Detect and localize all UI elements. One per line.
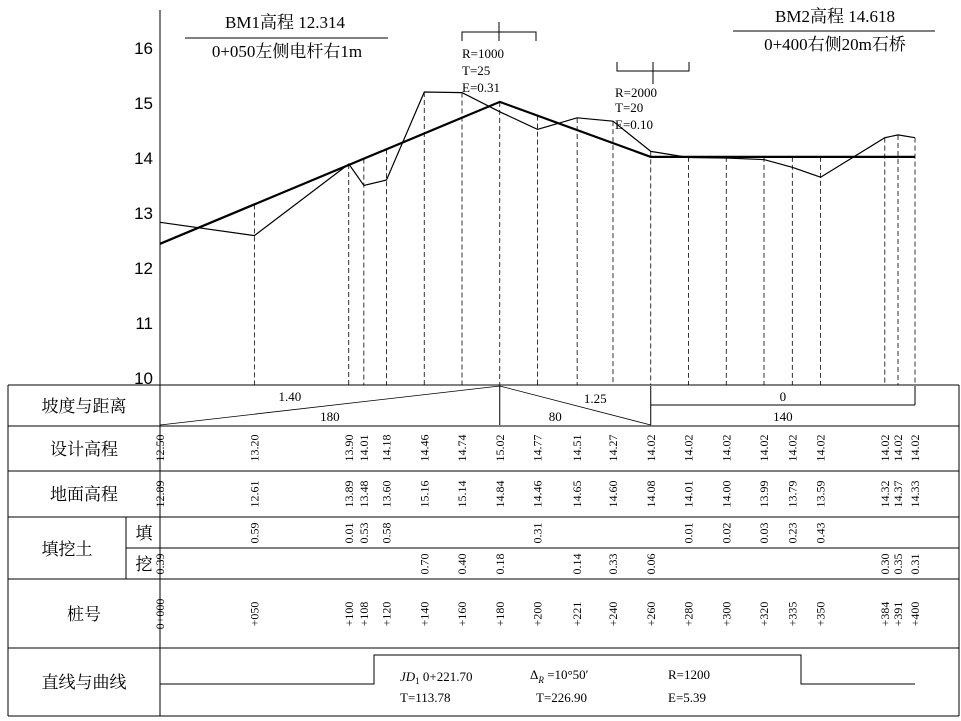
vcurve2-e: E=0.10 [615,117,654,132]
ground-elevation-value: 12.89 [153,480,167,508]
ground-elevation-value: 14.84 [492,480,507,508]
station-label: +350 [813,601,828,627]
design-elevation-value: 14.02 [681,434,696,462]
design-elevation-value: 14.02 [908,434,922,462]
station-label: +221 [570,601,585,627]
row-label-station: 桩号 [67,605,101,625]
slope-segment [500,386,651,425]
cut-value: 0.40 [455,553,469,575]
station-label: +120 [379,601,394,627]
design-elevation-value: 15.02 [492,434,507,462]
design-elevation-value: 14.51 [570,434,585,462]
y-tick-label: 15 [134,94,153,113]
delta-label: $\Delta_R =10^\circ 50'$ [530,667,589,685]
fill-value: 0.02 [719,522,734,544]
bm2-title: BM2高程 14.618 [775,7,895,26]
bm1-title: BM1高程 12.314 [225,13,345,32]
design-elevation-value: 14.02 [877,434,892,462]
design-elevation-value: 14.77 [530,434,545,462]
station-label: +240 [606,601,620,627]
station-label: +320 [757,601,771,627]
vcurve2-t: T=20 [615,100,644,115]
ground-elevation-value: 12.61 [247,480,262,508]
fill-value: 0.58 [379,522,394,544]
slope-length: 80 [548,409,562,424]
y-tick-label: 12 [134,259,153,278]
row-label-fill: 填 [135,524,153,544]
alignment-row [160,655,915,705]
ground-elevation-value: 14.01 [681,480,696,508]
slope-grade: 0 [779,389,787,404]
station-label: +384 [877,601,892,627]
design-elevation-value: 14.46 [417,434,432,462]
design-elevation-value: 14.01 [356,434,371,462]
cut-value: 0.06 [643,553,658,575]
y-tick-label: 10 [134,369,153,388]
row-label-design: 设计高程 [50,440,118,460]
y-tick-label: 16 [134,39,153,58]
fill-value: 0.43 [813,522,828,544]
vcurve1-e: E=0.31 [462,80,501,95]
design-elevation-value: 14.02 [891,434,905,462]
y-tick-label: 11 [135,314,153,333]
curve-tangent: T=113.78 [400,690,451,705]
slope-grade: 1.40 [278,389,302,404]
cut-value: 0.30 [877,553,892,575]
row-label-cut: 挖 [135,555,153,575]
design-elevation-value: 14.02 [643,434,658,462]
fill-value: 0.01 [681,522,696,544]
y-tick-label: 13 [134,204,153,223]
fill-value: 0.01 [341,522,356,544]
ground-elevation-value: 13.48 [356,480,371,508]
row-label-cutfill: 填挖土 [41,540,93,560]
station-label: +140 [417,601,432,627]
row-label-alignment: 直线与曲线 [41,673,127,693]
ground-elevation-value: 14.00 [719,480,734,508]
ground-elevation-value: 14.33 [908,480,922,508]
ground-elevation-value: 14.65 [570,480,585,508]
cut-value: 0.39 [153,553,167,575]
vcurve1-r: R=1000 [462,46,505,61]
slope-segment [160,386,500,425]
cut-value: 0.33 [606,553,620,575]
cut-value: 0.35 [891,553,905,575]
slope-row [160,386,915,425]
y-tick-label: 14 [134,149,153,168]
row-label-ground: 地面高程 [50,485,118,505]
station-label: 0+000 [153,598,167,630]
y-axis [134,10,160,388]
station-label: +400 [908,601,922,627]
ground-elevation-value: 14.60 [606,480,620,508]
station-label: +160 [455,601,469,627]
bm2-location: 0+400右侧20m石桥 [764,35,906,54]
cut-value: 0.31 [908,553,922,575]
design-elevation-value: 13.90 [341,434,356,462]
cut-value: 0.18 [492,553,507,575]
cut-value: 0.14 [570,553,585,575]
vcurve2-r: R=2000 [615,85,658,100]
curve-external: E=5.39 [668,690,707,705]
bm2-annotation [733,7,935,54]
fill-value: 0.59 [247,522,262,544]
ground-elevation-value: 13.99 [757,480,771,508]
slope-length: 140 [773,409,793,424]
design-elevation-value: 14.02 [719,434,734,462]
station-label: +280 [681,601,696,627]
design-elevation-value: 14.02 [757,434,771,462]
ground-elevation-value: 15.16 [417,480,432,508]
station-label: +050 [247,601,262,627]
ground-elevation-value: 14.37 [891,480,905,508]
slope-segment [651,386,915,425]
station-label: +180 [492,601,507,627]
station-label: +260 [643,601,658,627]
station-label: +108 [356,601,371,627]
station-label: +391 [891,601,905,627]
ground-elevation-value: 13.79 [785,480,800,508]
design-elevation-value: 12.50 [153,434,167,462]
ground-elevation-value: 13.59 [813,480,828,508]
bm1-location: 0+050左侧电杆右1m [211,42,363,61]
ground-elevation-value: 13.60 [379,480,394,508]
table-columns [153,435,922,630]
design-elevation-value: 14.02 [813,434,828,462]
vcurve1-t: T=25 [462,63,491,78]
ground-elevation-value: 14.46 [530,480,545,508]
fill-value: 0.31 [530,522,545,544]
station-dashed-lines [254,92,915,385]
design-elevation-value: 14.74 [455,434,469,462]
fill-value: 0.53 [356,522,371,544]
design-elevation-value: 13.20 [247,434,262,462]
ground-elevation-value: 13.89 [341,480,356,508]
ground-elevation-value: 14.32 [877,480,892,508]
design-elevation-value: 14.27 [606,434,620,462]
station-label: +300 [719,601,734,627]
ground-elevation-value: 14.08 [643,480,658,508]
design-elevation-value: 14.02 [785,434,800,462]
station-label: +200 [530,601,545,627]
curve-length: T=226.90 [536,690,588,705]
design-elevation-value: 14.18 [379,434,394,462]
station-label: +335 [785,601,800,627]
fill-value: 0.03 [757,522,771,544]
vertical-curve-2 [615,62,689,132]
jd-label: $JD_1$ 0+221.70 [400,669,473,686]
cut-value: 0.70 [417,553,432,575]
slope-grade: 1.25 [583,391,607,406]
ground-elevation-value: 15.14 [455,480,469,508]
bm1-annotation [185,13,388,61]
slope-length: 180 [320,409,340,424]
curve-radius: R=1200 [668,667,711,682]
vertical-curve-1 [462,22,536,95]
row-label-slope: 坡度与距离 [41,397,127,417]
fill-value: 0.23 [785,522,800,544]
station-label: +100 [341,601,356,627]
